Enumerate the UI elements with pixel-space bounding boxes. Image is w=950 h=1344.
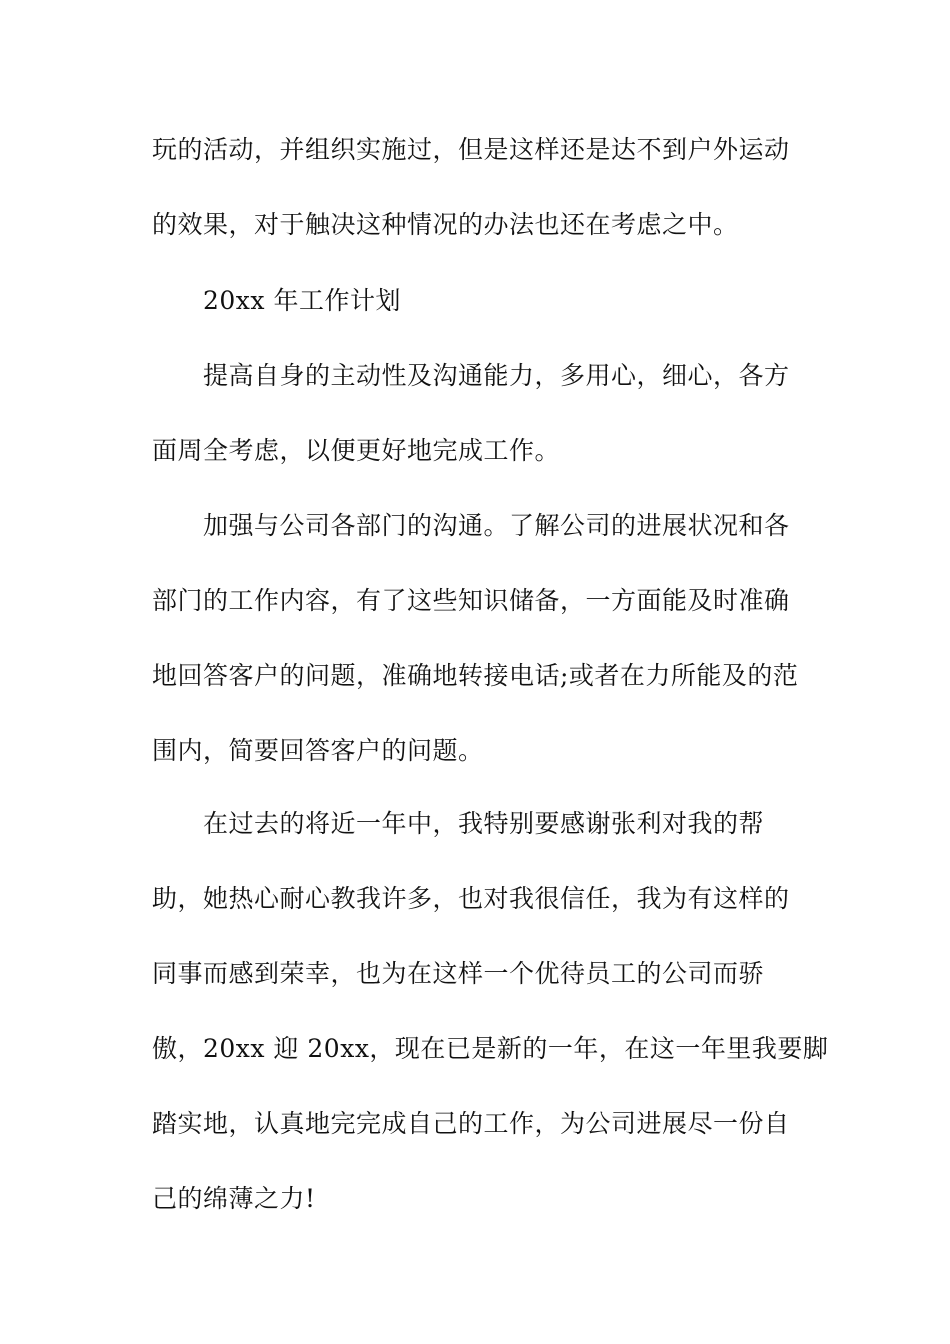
text-line: 助，她热心耐心教我许多，也对我很信任，我为有这样的	[152, 884, 790, 913]
text-line: 己的绵薄之力!	[152, 1184, 316, 1213]
text-line: 在过去的将近一年中，我特别要感谢张利对我的帮	[203, 809, 765, 838]
text-line: 围内，简要回答客户的问题。	[152, 736, 484, 765]
text-line: 玩的活动，并组织实施过，但是这样还是达不到户外运动	[152, 135, 790, 164]
text-line: 提高自身的主动性及沟通能力，多用心，细心，各方	[203, 361, 790, 390]
text-line: 面周全考虑，以便更好地完成工作。	[152, 436, 561, 465]
text-line: 部门的工作内容，有了这些知识储备，一方面能及时准确	[152, 586, 790, 615]
text-line: 加强与公司各部门的沟通。了解公司的进展状况和各	[203, 511, 790, 540]
text-line: 傲，20xx 迎 20xx，现在已是新的一年，在这一年里我要脚	[152, 1034, 829, 1063]
text-line: 同事而感到荣幸，也为在这样一个优待员工的公司而骄	[152, 959, 765, 988]
text-line: 踏实地，认真地完完成自己的工作，为公司进展尽一份自	[152, 1109, 790, 1138]
text-line: 的效果，对于触决这种情况的办法也还在考虑之中。	[152, 210, 739, 239]
section-heading: 20xx 年工作计划	[203, 286, 401, 315]
text-line: 地回答客户的问题，准确地转接电话;或者在力所能及的范	[152, 661, 799, 690]
